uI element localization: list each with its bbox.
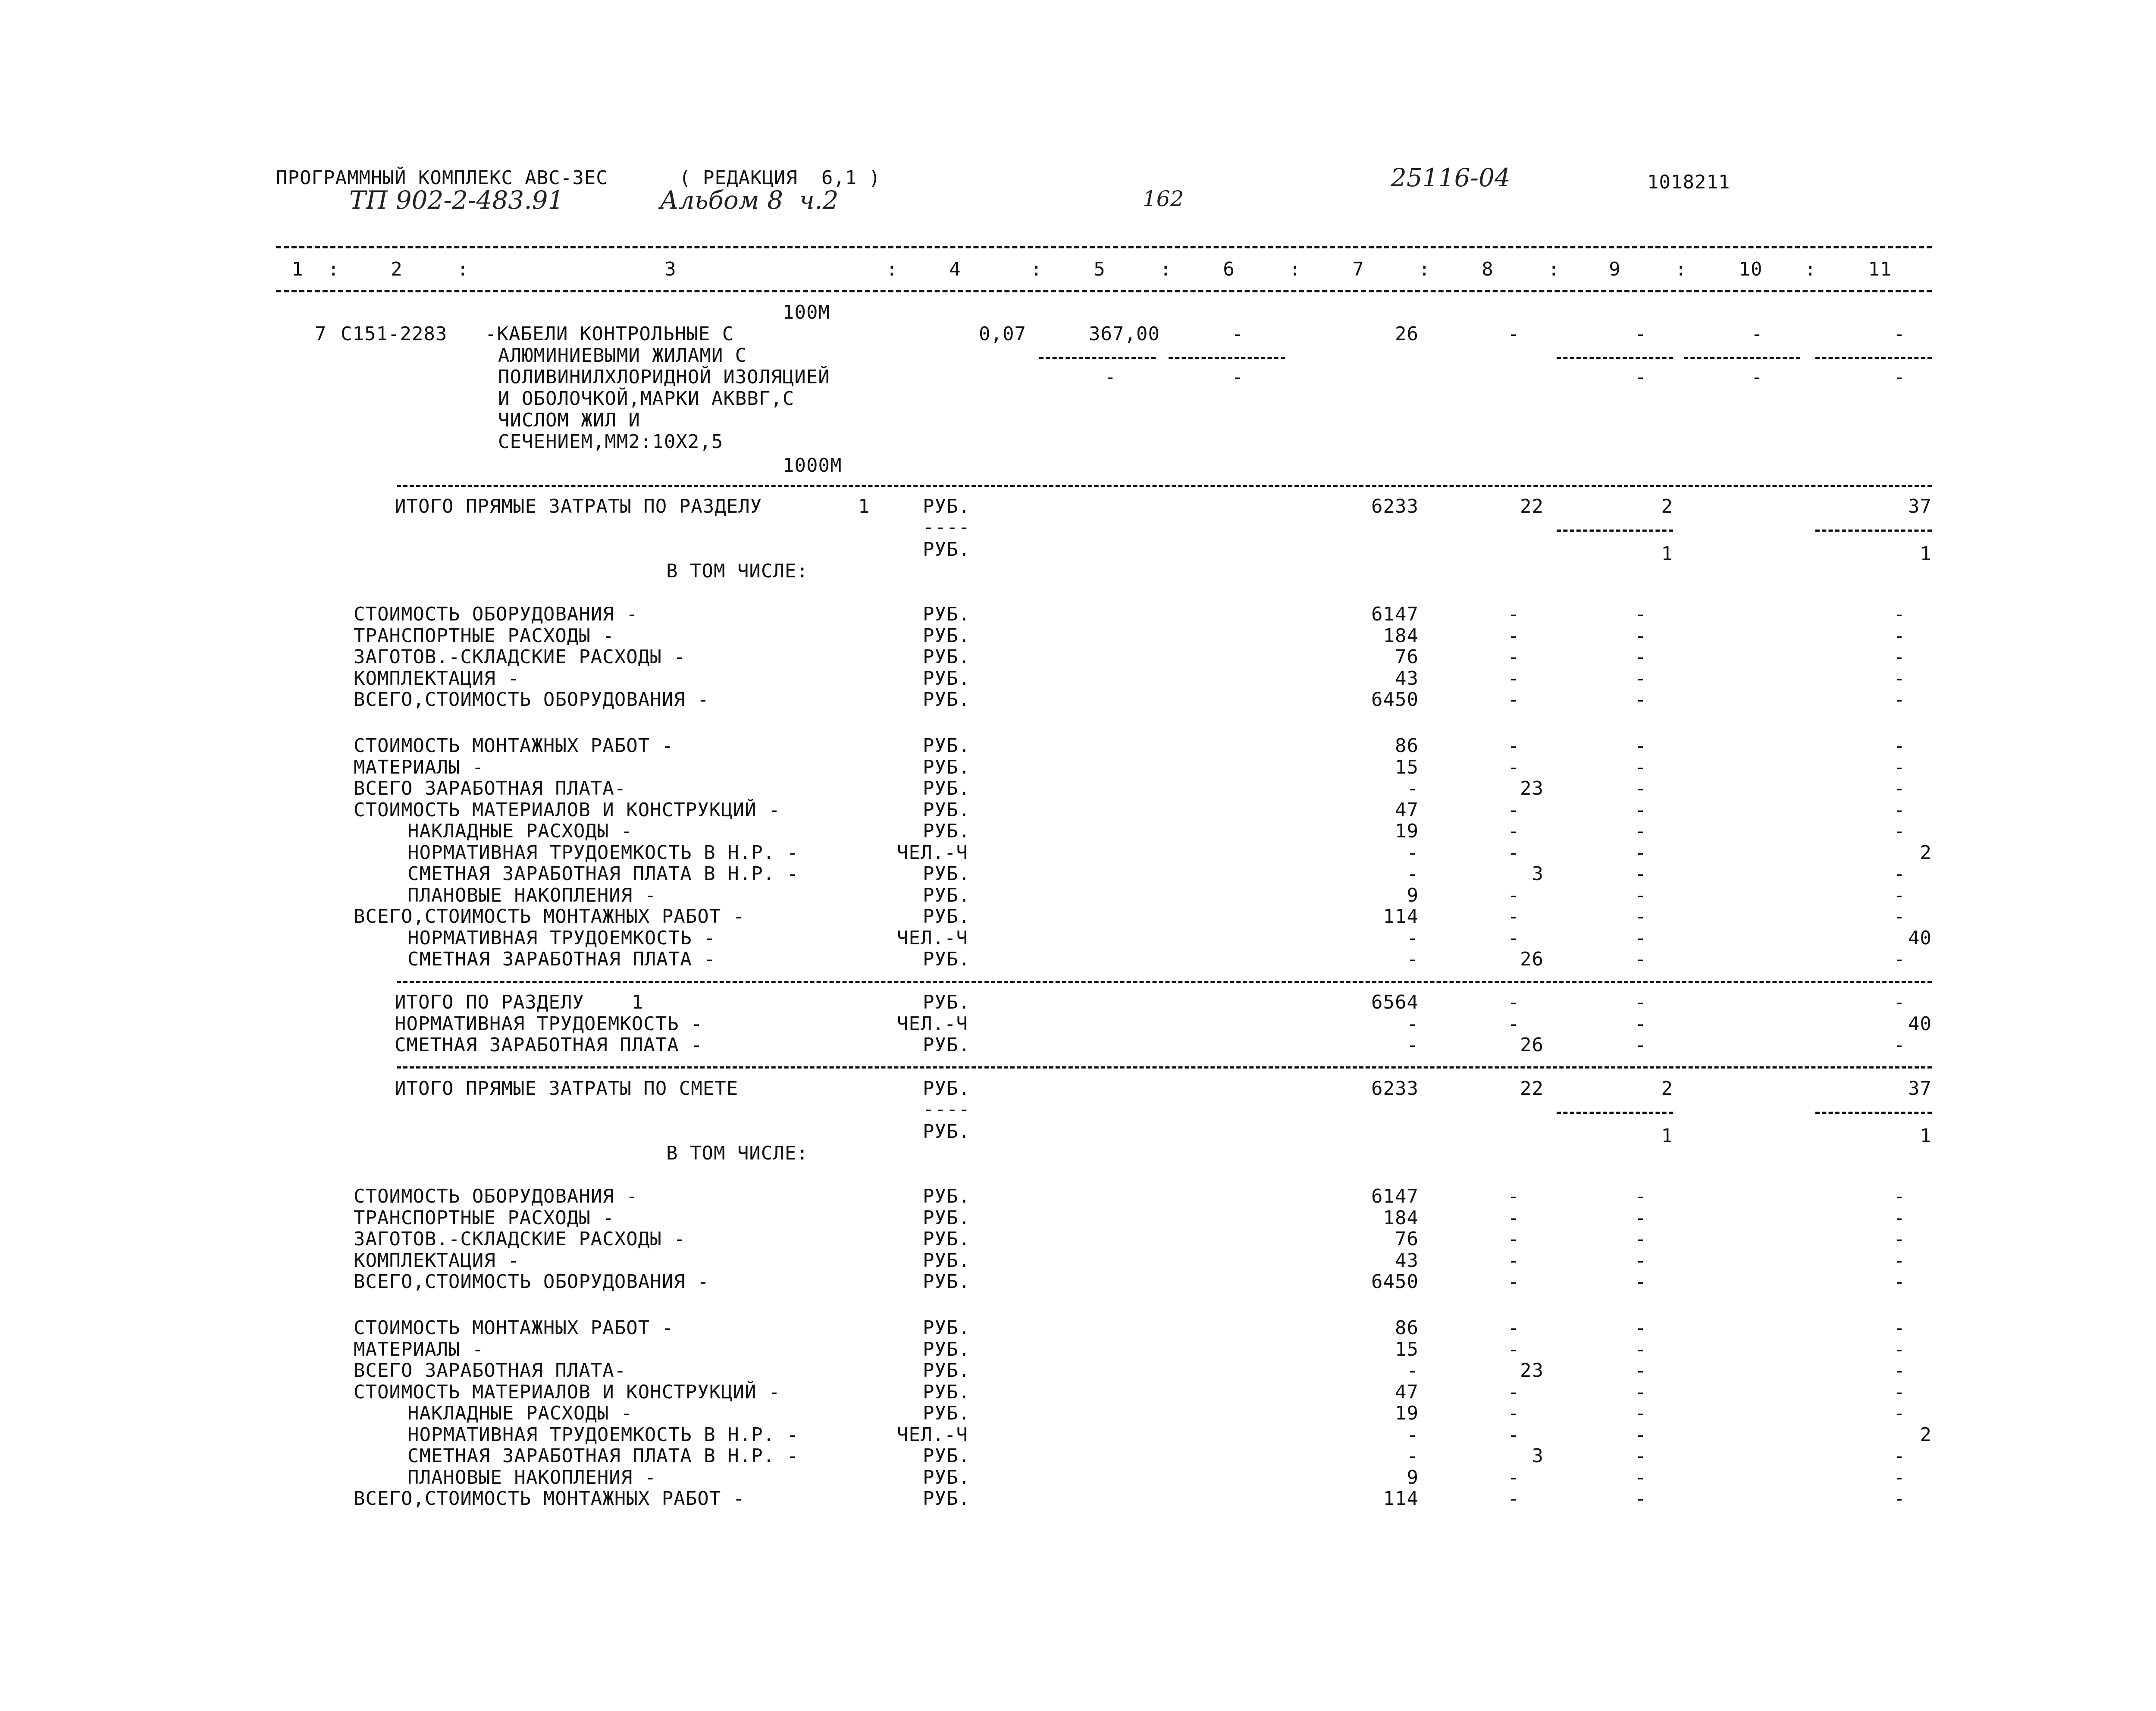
row-label: ВСЕГО ЗАРАБОТНАЯ ПЛАТА- [354,1360,627,1382]
row-col9: - [1635,667,1647,689]
col-sep: : [328,258,340,280]
item-col6-sub: - [1232,366,1244,388]
estimate-total-col8: 22 [1520,1078,1544,1100]
estimate-total-col9: 2 [1661,1078,1673,1100]
row-col9: - [1635,927,1647,949]
section-total-unit2: РУБ. [923,539,970,561]
col-4: 4 [949,258,961,280]
row-col8: - [1507,689,1520,711]
col-1: 1 [291,258,304,280]
row-col8: - [1507,927,1520,949]
header-bottom-rule [276,290,1932,292]
row-col11: - [1893,1250,1905,1272]
row-col9: - [1635,1445,1647,1467]
row-unit: РУБ. [923,1317,970,1339]
section-total-col7: 6233 [1371,495,1419,517]
row-unit: РУБ. [923,1207,970,1229]
row-label: СМЕТНАЯ ЗАРАБОТНАЯ ПЛАТА В Н.Р. - [407,863,799,885]
program-title: ПРОГРАММНЫЙ КОМПЛЕКС АВС-3ЕС [276,167,608,189]
row-col7: 19 [1395,820,1419,842]
row-col8: - [1507,646,1520,668]
col-sep: : [886,258,898,280]
row-col11: - [1893,799,1905,821]
row-col8: - [1507,1271,1520,1293]
row-label: ИТОГО ПО РАЗДЕЛУ 1 [395,991,644,1013]
row-col7: - [1407,1424,1419,1446]
section-total-unit: РУБ. [923,495,970,517]
item-col6: - [1232,323,1244,345]
row-col9: - [1635,603,1647,625]
row-col11: - [1893,1317,1905,1339]
item-desc-line: -КАБЕЛИ КОНТРОЛЬНЫЕ С [485,323,734,345]
item-col9-rule [1557,357,1673,359]
row-col7: 19 [1395,1402,1419,1424]
row-col11: - [1893,777,1905,799]
row-unit: РУБ. [923,1228,970,1250]
row-col7: 114 [1383,906,1419,928]
row-unit: РУБ. [923,1381,970,1403]
section-total-no: 1 [858,495,870,517]
row-label: ЗАГОТОВ.-СКЛАДСКИЕ РАСХОДЫ - [354,1228,686,1250]
row-col7: 43 [1395,667,1419,689]
row-col7: 6147 [1371,603,1419,625]
col-10: 10 [1739,258,1763,280]
row-col11: - [1893,1185,1905,1207]
row-label: ПЛАНОВЫЕ НАКОПЛЕНИЯ - [407,884,657,906]
row-col7: 47 [1395,1381,1419,1403]
row-col11: - [1893,1034,1905,1056]
row-col8: - [1507,1424,1520,1446]
row-col8: - [1507,991,1520,1013]
row-label: СТОИМОСТЬ ОБОРУДОВАНИЯ - [354,1185,638,1207]
row-col8: - [1507,1381,1520,1403]
row-col7: 76 [1395,1228,1419,1250]
row-col8: - [1507,735,1520,757]
row-col7: 47 [1395,799,1419,821]
row-label: МАТЕРИАЛЫ - [354,756,484,778]
row-unit: РУБ. [923,1445,970,1467]
row-unit: ЧЕЛ.-Ч [897,842,968,864]
row-col11: - [1893,820,1905,842]
item-col5-sub: - [1104,366,1116,388]
row-col7: 9 [1407,884,1419,906]
row-col8: - [1507,884,1520,906]
row-label: КОМПЛЕКТАЦИЯ - [354,667,520,689]
row-label: СМЕТНАЯ ЗАРАБОТНАЯ ПЛАТА - [395,1034,703,1056]
item-col11-sub: - [1893,366,1905,388]
row-col11: - [1893,603,1905,625]
section-total-col11: 37 [1908,495,1932,517]
row-unit: РУБ. [923,820,970,842]
col-5: 5 [1094,258,1106,280]
estimate-total-col11b: 1 [1920,1125,1932,1147]
row-unit: РУБ. [923,799,970,821]
row-col9: - [1635,842,1647,864]
row-col11: - [1893,689,1905,711]
row-col11: - [1893,1488,1905,1510]
row-col9: - [1635,735,1647,757]
row-col8: 23 [1520,777,1544,799]
row-unit: РУБ. [923,1360,970,1382]
row-col11: - [1893,991,1905,1013]
item-col11-rule [1815,357,1932,359]
item-unit-top: 100М [783,301,830,323]
item-desc-line: И ОБОЛОЧКОЙ,МАРКИ АКВВГ,С [498,388,795,410]
doc-code: 25116-04 [1391,163,1510,192]
row-col11: 40 [1908,927,1932,949]
row-label: ВСЕГО,СТОИМОСТЬ ОБОРУДОВАНИЯ - [354,1271,709,1293]
row-col9: - [1635,820,1647,842]
album-label: Альбом 8 ч.2 [660,185,839,215]
row-col8: - [1507,799,1520,821]
row-col9: - [1635,777,1647,799]
row-unit: РУБ. [923,603,970,625]
section-summary-rule [397,981,1932,983]
row-col7: 86 [1395,735,1419,757]
row-col9: - [1635,646,1647,668]
row-col8: 26 [1520,1034,1544,1056]
estimate-total-rule [397,1066,1932,1069]
row-col11: - [1893,1381,1905,1403]
row-col8: 23 [1520,1360,1544,1382]
col-6: 6 [1223,258,1235,280]
row-label: СТОИМОСТЬ МАТЕРИАЛОВ И КОНСТРУКЦИЙ - [354,1381,780,1403]
row-col8: - [1507,1013,1520,1035]
col-sep: : [1031,258,1043,280]
row-col7: - [1407,927,1419,949]
row-col11: - [1893,625,1905,647]
page-number: 162 [1143,186,1184,211]
row-col11: - [1893,667,1905,689]
row-col8: - [1507,820,1520,842]
row-col8: - [1507,1467,1520,1489]
header-top-rule [276,246,1932,248]
row-unit: РУБ. [923,625,970,647]
row-unit: РУБ. [923,1467,970,1489]
section-total-rule [397,485,1932,487]
row-col11: - [1893,863,1905,885]
col-sep: : [1675,258,1687,280]
row-col9: - [1635,1338,1647,1360]
section-total-col9-rule [1557,530,1673,532]
estimate-total-unit-dash: ---- [923,1098,970,1120]
row-label: СТОИМОСТЬ МОНТАЖНЫХ РАБОТ - [354,1317,674,1339]
row-col9: - [1635,1207,1647,1229]
row-col9: - [1635,884,1647,906]
row-col7: 15 [1395,1338,1419,1360]
row-col9: - [1635,1402,1647,1424]
row-col7: 6450 [1371,1271,1419,1293]
estimate-total-label: ИТОГО ПРЯМЫЕ ЗАТРАТЫ ПО СМЕТЕ [395,1078,739,1100]
row-col7: - [1407,1445,1419,1467]
row-col9: - [1635,906,1647,928]
estimate-total-col9b: 1 [1661,1125,1673,1147]
item-col11: - [1893,323,1905,345]
item-col9-sub: - [1635,366,1647,388]
row-col11: 40 [1908,1013,1932,1035]
row-col11: 2 [1920,1424,1932,1446]
row-col8: - [1507,1185,1520,1207]
row-label: СМЕТНАЯ ЗАРАБОТНАЯ ПЛАТА - [407,948,716,970]
row-col8: - [1507,1250,1520,1272]
row-col11: - [1893,756,1905,778]
row-col9: - [1635,1317,1647,1339]
row-unit: РУБ. [923,1250,970,1272]
item-desc-line: ЧИСЛОМ ЖИЛ И [498,409,640,431]
row-unit: РУБ. [923,735,970,757]
item-qty: 0,07 [979,323,1026,345]
row-label: ВСЕГО ЗАРАБОТНАЯ ПЛАТА- [354,777,627,799]
row-unit: РУБ. [923,756,970,778]
row-label: НАКЛАДНЫЕ РАСХОДЫ - [407,820,633,842]
col-2: 2 [391,258,403,280]
row-col8: 3 [1532,1445,1544,1467]
row-unit: ЧЕЛ.-Ч [897,1013,968,1035]
col-9: 9 [1609,258,1621,280]
item-desc-line: АЛЮМИНИЕВЫМИ ЖИЛАМИ С [498,345,747,367]
item-number: 7 [315,323,327,345]
edition-label: ( РЕДАКЦИЯ 6,1 ) [679,167,881,189]
row-col7: - [1407,842,1419,864]
row-col9: - [1635,991,1647,1013]
row-col8: - [1507,625,1520,647]
item-col6-rule [1169,357,1285,359]
row-col8: - [1507,842,1520,864]
row-unit: РУБ. [923,777,970,799]
row-col11: - [1893,1228,1905,1250]
section-total-col11-rule [1815,530,1932,532]
row-col9: - [1635,1185,1647,1207]
item-col8: - [1507,323,1520,345]
row-unit: ЧЕЛ.-Ч [897,1424,968,1446]
item-col5-rule [1039,357,1156,359]
row-col7: - [1407,1034,1419,1056]
row-label: ПЛАНОВЫЕ НАКОПЛЕНИЯ - [407,1467,657,1489]
row-col9: - [1635,1467,1647,1489]
row-col9: - [1635,1228,1647,1250]
row-col7: 86 [1395,1317,1419,1339]
row-col11: - [1893,1402,1905,1424]
estimate-total-col11: 37 [1908,1078,1932,1100]
row-unit: ЧЕЛ.-Ч [897,927,968,949]
row-col11: - [1893,884,1905,906]
row-col7: 76 [1395,646,1419,668]
row-col8: - [1507,1317,1520,1339]
row-unit: РУБ. [923,863,970,885]
including-heading-2: В ТОМ ЧИСЛЕ: [666,1142,808,1164]
row-unit: РУБ. [923,884,970,906]
row-col7: 6564 [1371,991,1419,1013]
row-col7: 43 [1395,1250,1419,1272]
row-col7: 114 [1383,1488,1419,1510]
row-label: НОРМАТИВНАЯ ТРУДОЕМКОСТЬ - [407,927,716,949]
section-total-col9b: 1 [1661,543,1673,565]
row-col8: - [1507,1207,1520,1229]
row-col7: 184 [1383,1207,1419,1229]
row-col7: - [1407,1360,1419,1382]
row-col11: - [1893,1467,1905,1489]
row-col11: - [1893,1445,1905,1467]
row-unit: РУБ. [923,646,970,668]
col-sep: : [1805,258,1817,280]
row-col9: - [1635,1250,1647,1272]
row-unit: РУБ. [923,906,970,928]
including-heading: В ТОМ ЧИСЛЕ: [666,560,808,582]
row-col11: 2 [1920,842,1932,864]
col-3: 3 [664,258,677,280]
section-total-col9: 2 [1661,495,1673,517]
row-label: ТРАНСПОРТНЫЕ РАСХОДЫ - [354,625,614,647]
row-col9: - [1635,1360,1647,1382]
row-col7: - [1407,948,1419,970]
row-col8: - [1507,1402,1520,1424]
row-unit: РУБ. [923,1034,970,1056]
row-unit: РУБ. [923,1488,970,1510]
item-desc-line: СЕЧЕНИЕМ,ММ2:10Х2,5 [498,431,724,453]
col-sep: : [1289,258,1301,280]
col-7: 7 [1352,258,1364,280]
row-col8: - [1507,1228,1520,1250]
col-sep: : [457,258,469,280]
row-col7: 6147 [1371,1185,1419,1207]
row-label: ТРАНСПОРТНЫЕ РАСХОДЫ - [354,1207,614,1229]
row-col9: - [1635,756,1647,778]
col-sep: : [1160,258,1172,280]
row-col8: 3 [1532,863,1544,885]
row-col7: - [1407,777,1419,799]
row-col7: - [1407,1013,1419,1035]
item-col9: - [1635,323,1647,345]
row-label: НАКЛАДНЫЕ РАСХОДЫ - [407,1402,633,1424]
row-label: СМЕТНАЯ ЗАРАБОТНАЯ ПЛАТА В Н.Р. - [407,1445,799,1467]
row-unit: РУБ. [923,1402,970,1424]
row-col11: - [1893,735,1905,757]
section-total-unit-dash: ---- [923,516,970,538]
row-label: ВСЕГО,СТОИМОСТЬ МОНТАЖНЫХ РАБОТ - [354,906,745,928]
row-col9: - [1635,799,1647,821]
item-unit-bottom: 1000М [783,454,842,476]
row-col7: 6450 [1371,689,1419,711]
row-col11: - [1893,646,1905,668]
item-col10-rule [1684,357,1800,359]
row-label: НОРМАТИВНАЯ ТРУДОЕМКОСТЬ - [395,1013,703,1035]
section-total-label: ИТОГО ПРЯМЫЕ ЗАТРАТЫ ПО РАЗДЕЛУ [395,495,762,517]
row-unit: РУБ. [923,1338,970,1360]
row-col11: - [1893,1360,1905,1382]
item-code: С151-2283 [341,323,448,345]
section-total-col11b: 1 [1920,543,1932,565]
row-col8: - [1507,1488,1520,1510]
row-label: МАТЕРИАЛЫ - [354,1338,484,1360]
row-col7: 184 [1383,625,1419,647]
row-col9: - [1635,948,1647,970]
row-unit: РУБ. [923,667,970,689]
row-col11: - [1893,1207,1905,1229]
row-label: ВСЕГО,СТОИМОСТЬ МОНТАЖНЫХ РАБОТ - [354,1488,745,1510]
row-col7: 15 [1395,756,1419,778]
row-col9: - [1635,1034,1647,1056]
row-col7: 9 [1407,1467,1419,1489]
row-label: НОРМАТИВНАЯ ТРУДОЕМКОСТЬ В Н.Р. - [407,1424,799,1446]
row-unit: РУБ. [923,1271,970,1293]
row-col8: - [1507,667,1520,689]
row-label: НОРМАТИВНАЯ ТРУДОЕМКОСТЬ В Н.Р. - [407,842,799,864]
item-desc-line: ПОЛИВИНИЛХЛОРИДНОЙ ИЗОЛЯЦИЕЙ [498,366,830,388]
row-label: ЗАГОТОВ.-СКЛАДСКИЕ РАСХОДЫ - [354,646,686,668]
row-unit: РУБ. [923,991,970,1013]
item-col10: - [1751,323,1763,345]
estimate-total-unit: РУБ. [923,1078,970,1100]
row-unit: РУБ. [923,689,970,711]
row-col9: - [1635,1381,1647,1403]
row-label: СТОИМОСТЬ МАТЕРИАЛОВ И КОНСТРУКЦИЙ - [354,799,780,821]
row-col11: - [1893,1338,1905,1360]
col-11: 11 [1868,258,1892,280]
row-col8: 26 [1520,948,1544,970]
estimate-total-unit2: РУБ. [923,1121,970,1143]
col-sep: : [1548,258,1560,280]
row-col9: - [1635,1488,1647,1510]
item-col7: 26 [1395,323,1419,345]
estimate-total-col7: 6233 [1371,1078,1419,1100]
item-col10-sub: - [1751,366,1763,388]
row-col9: - [1635,689,1647,711]
row-label: КОМПЛЕКТАЦИЯ - [354,1250,520,1272]
row-col8: - [1507,603,1520,625]
item-price: 367,00 [1089,323,1160,345]
row-col7: - [1407,863,1419,885]
row-col8: - [1507,906,1520,928]
doc-number: 1018211 [1647,171,1730,193]
row-col9: - [1635,625,1647,647]
estimate-total-col11-rule [1815,1112,1932,1114]
row-col11: - [1893,948,1905,970]
row-unit: РУБ. [923,1185,970,1207]
row-col8: - [1507,756,1520,778]
row-col11: - [1893,906,1905,928]
estimate-total-col9-rule [1557,1112,1673,1114]
row-label: ВСЕГО,СТОИМОСТЬ ОБОРУДОВАНИЯ - [354,689,709,711]
row-col9: - [1635,1271,1647,1293]
section-total-col8: 22 [1520,495,1544,517]
col-sep: : [1419,258,1431,280]
row-col9: - [1635,1424,1647,1446]
row-col11: - [1893,1271,1905,1293]
row-unit: РУБ. [923,948,970,970]
col-8: 8 [1482,258,1494,280]
row-label: СТОИМОСТЬ ОБОРУДОВАНИЯ - [354,603,638,625]
row-col9: - [1635,863,1647,885]
row-col8: - [1507,1338,1520,1360]
tp-code: ТП 902-2-483.91 [349,185,564,215]
row-label: СТОИМОСТЬ МОНТАЖНЫХ РАБОТ - [354,735,674,757]
row-col9: - [1635,1013,1647,1035]
